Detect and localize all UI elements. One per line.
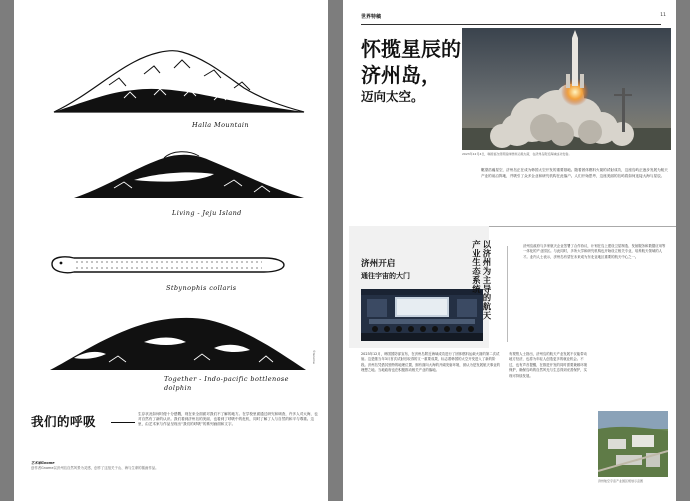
headline-line: 怀揽星辰的	[361, 37, 461, 61]
left-page	[14, 0, 328, 501]
box-title-line: 济州开启	[361, 259, 396, 269]
jeju-island-illustration	[14, 140, 328, 210]
right-page	[343, 0, 676, 501]
vertical-headline	[471, 240, 492, 320]
aerial-park-photo	[598, 411, 668, 477]
intro-paragraph: 眺望浩瀚星空，济州岛正在成为韩国太空开发的重要基地。随着固体燃料火箭的试射成功，这座岛屿正逐步发展为航天产业的前沿阵地，并吸引了众多企业和研究机构在此落户。人们开始思考，这座美丽的岛屿将如何连接大海与星辰。	[481, 168, 668, 178]
title-rule	[111, 422, 135, 423]
section-label: 世界特稿	[361, 14, 382, 20]
artist-label: 艺术家Gnome	[31, 461, 55, 465]
conference-photo	[361, 289, 483, 341]
column-rule	[507, 246, 508, 342]
illustration-caption: Living - Jeju Island	[172, 209, 242, 217]
article-title: 我们的呼吸	[31, 414, 97, 429]
body-column: 2023年12月，韩国国防部宣布，在济州岛附近海域成功进行了固体燃料运载火箭的第二次试射。这是继当年3月首次试射后取得的又一重要成果，标志着韩国的太空开发进入了新的阶段。济州岛凭借其独特的地理位置，拥有面向大海的开阔发射环境，被认为是发展航天事业的理想之地。当地政府也在积极推动相关产业的落地。	[361, 352, 501, 373]
article-body: 生存状况如何时便十分感慨，现在来全面面对我们不了解的地方。在学校里面通过研究和调查，许多人对大海，也对自然有了新的认识。我们看到济州岛的美丽，也看到了呼吸中的危机，同时了解了人与自然的和平与尊重。这里，由艺术家与作品呈现出“我们的呼吸”的系列画面和文字。	[138, 412, 318, 427]
artist-signature: ©Gnome	[312, 350, 316, 364]
photo-caption: 2023年12月4日，韩国首次使用固体燃料运载火箭，在济州岛附近海域成功发射。	[462, 152, 572, 156]
rocket-launch-photo	[462, 28, 671, 150]
body-column: 济州岛政府与多家航天企业签署了合作协议，计划在岛上建设卫星制造、发射服务和数据应用等一体化的产业园区。与此同时，多所大学和研究机构也开始设立相关专业，培养航天领域的人才。业内人士表示，济州岛有望在未来成为东北亚地区重要的航天中心之一。	[523, 244, 666, 259]
vertical-headline-line: 以济州为主导的航天	[482, 240, 492, 321]
header-rule	[361, 24, 661, 25]
box-title-line: 通往宇宙的大门	[361, 271, 410, 280]
body-column: 有观察人士指出，济州岛的航天产业发展不仅能带动地方经济，也将为年轻人创造更多的就业机会。不过，也有声音提醒，在推进开发的同时需要兼顾环境保护，确保岛屿的自然风光与生态得到妥善保护，实现可持续发展。	[509, 352, 587, 378]
box-title	[361, 258, 410, 282]
sea-snake-illustration	[14, 252, 328, 282]
illustration-caption: Stbynophis collaris	[166, 284, 237, 292]
headline	[361, 36, 471, 106]
vertical-headline-line: 产业生态系统	[471, 240, 482, 294]
headline-line: 迈向太空。	[361, 89, 424, 104]
halla-mountain-illustration	[14, 40, 328, 130]
page-number: 11	[660, 13, 666, 18]
photo-caption: 济州航空宇宙产业园区规划示意图	[598, 479, 644, 483]
illustration-caption: Together - Indo-pacific bottlenose dolphin	[164, 375, 289, 392]
artist-credit	[31, 461, 301, 471]
headline-line: 济州岛，	[361, 63, 441, 87]
dolphin-mountain-illustration	[14, 298, 328, 378]
artist-text: 创作者Gnome以济州岛自然风景为灵感，创作了这组关于山、海与生命的插画作品。	[31, 466, 159, 470]
illustration-caption: Halla Mountain	[192, 121, 249, 129]
